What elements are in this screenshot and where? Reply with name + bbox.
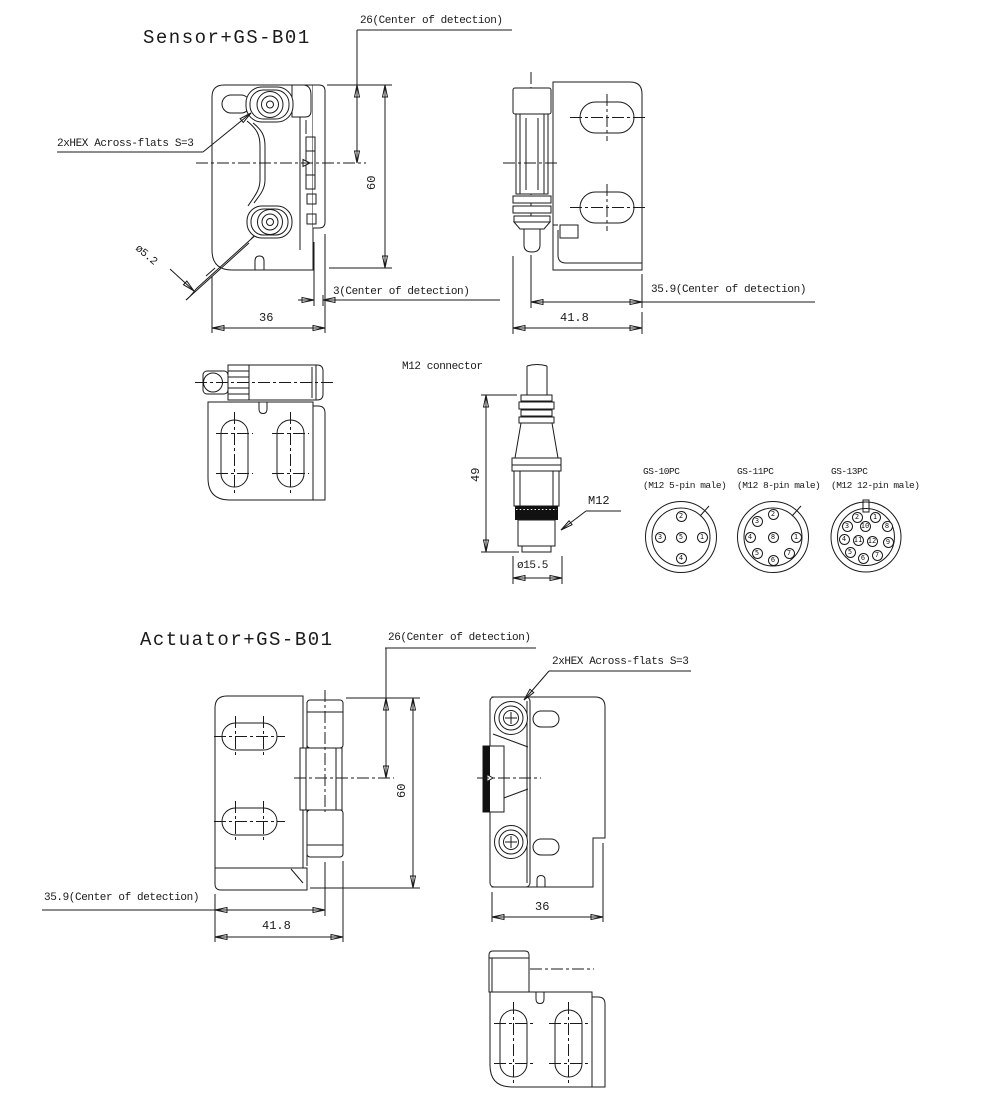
pin-8: 8 — [882, 521, 893, 532]
m12-connector-drawing — [481, 365, 621, 585]
pin-6: 6 — [768, 555, 779, 566]
pin-4: 4 — [676, 553, 687, 564]
sensor-dim-418: 41.8 — [560, 311, 589, 325]
pinout-3-name: GS-13PC — [831, 466, 868, 477]
pin-5: 5 — [752, 548, 763, 559]
pinout-3-desc: (M12 12-pin male) — [831, 480, 920, 491]
sensor-dim-60: 60 — [365, 175, 379, 190]
pin-4: 4 — [839, 534, 850, 545]
pinout-1-name: GS-10PC — [643, 466, 680, 477]
m12-thread-label: M12 — [588, 494, 610, 508]
sensor-cable-diameter-label: ø5.2 — [132, 243, 160, 269]
actuator-dim-418: 41.8 — [262, 919, 291, 933]
pin-1: 1 — [791, 532, 802, 543]
actuator-dim-26-label: 26(Center of detection) — [388, 632, 531, 644]
pin-2: 2 — [852, 512, 863, 523]
sensor-dim-3-label: 3(Center of detection) — [333, 286, 470, 298]
sensor-title: Sensor+GS-B01 — [143, 27, 311, 49]
pin-5: 5 — [676, 532, 687, 543]
pin-4: 4 — [745, 532, 756, 543]
actuator-dim-36: 36 — [535, 900, 550, 914]
pin-8: 8 — [768, 532, 779, 543]
actuator-dim-60: 60 — [395, 783, 409, 798]
pin-1: 1 — [870, 512, 881, 523]
pin-7: 7 — [872, 550, 883, 561]
sensor-dim-36: 36 — [259, 311, 274, 325]
pinout-2-name: GS-11PC — [737, 466, 774, 477]
pin-9: 9 — [883, 537, 894, 548]
pin-2: 2 — [676, 511, 687, 522]
sensor-side-view — [503, 72, 645, 270]
pin-3: 3 — [752, 516, 763, 527]
actuator-bottom-view — [489, 951, 605, 1087]
pin-7: 7 — [784, 548, 795, 559]
m12-dim-diameter: ø15.5 — [517, 560, 549, 572]
actuator-side-view — [214, 690, 394, 890]
sensor-dim-26-label: 26(Center of detection) — [360, 15, 503, 27]
pin-10: 10 — [860, 521, 870, 530]
pinout-1-desc: (M12 5-pin male) — [643, 480, 727, 491]
pin-1: 1 — [697, 532, 708, 543]
pin-5: 5 — [845, 547, 856, 558]
pin-12: 12 — [867, 536, 877, 545]
pin-6: 6 — [858, 553, 869, 564]
pin-2: 2 — [768, 509, 779, 520]
actuator-hex-note: 2xHEX Across-flats S=3 — [552, 656, 689, 668]
pin-11: 11 — [853, 535, 863, 544]
sensor-hex-note: 2xHEX Across-flats S=3 — [57, 138, 194, 150]
pin-3: 3 — [655, 532, 666, 543]
actuator-title: Actuator+GS-B01 — [140, 629, 334, 651]
sensor-top-view — [195, 365, 334, 500]
pinout-2-desc: (M12 8-pin male) — [737, 480, 821, 491]
actuator-dim-359-label: 35.9(Center of detection) — [44, 892, 200, 904]
actuator-front-view — [477, 671, 691, 922]
m12-dim-49: 49 — [469, 467, 483, 482]
m12-connector-title: M12 connector — [402, 361, 483, 373]
sensor-dim-359-label: 35.9(Center of detection) — [651, 284, 807, 296]
pin-3: 3 — [842, 521, 853, 532]
